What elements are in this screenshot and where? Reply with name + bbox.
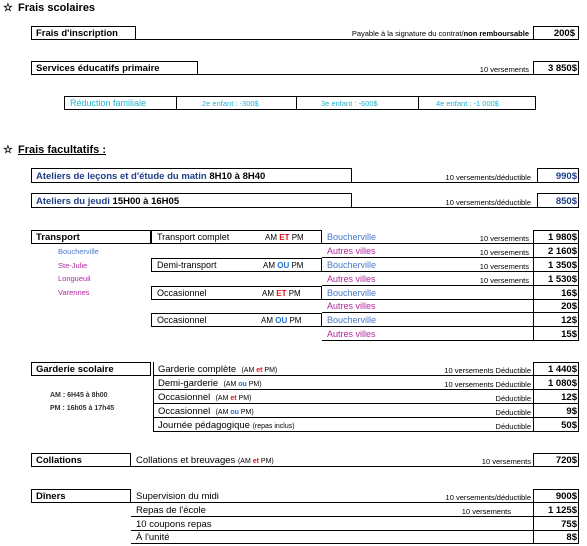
diners-row-line [131, 516, 579, 517]
garderie-row-line [153, 403, 579, 404]
ateliers-jeudi-label [36, 196, 179, 207]
transport-row-line [322, 299, 578, 300]
garderie-row-times [241, 367, 277, 374]
garderie-title: Garderie scolaire [36, 364, 114, 375]
reduction-4e-enfant: 4e enfant : -1 000$ [436, 99, 499, 108]
garderie-row-price: 12$ [561, 392, 577, 403]
transport-row-price: 1 350$ [547, 260, 577, 271]
transport-row-line [322, 312, 578, 313]
garderie-row-line [153, 389, 579, 390]
garderie-row-price: 50$ [561, 420, 577, 431]
transport-option-times [263, 261, 303, 270]
pm-label: PM [291, 233, 304, 242]
collations-desc [136, 455, 274, 466]
transport-option-label: Occasionnel [157, 288, 207, 298]
conj-label: ou [238, 381, 247, 388]
transport-option-label: Transport complet [157, 232, 230, 242]
conj-label: ou [230, 409, 239, 416]
transport-option-times [262, 289, 301, 298]
conj-label: OU [277, 261, 290, 270]
ateliers-matin-price: 990$ [555, 171, 577, 182]
ateliers-matin-title: Ateliers de leçons et d'étude du matin [36, 171, 207, 182]
pm-label: PM [288, 289, 301, 298]
diners-row-line [131, 530, 579, 531]
garderie-hours: AM : 6H45 à 8h00 [50, 392, 108, 399]
pm-label: PM [291, 261, 304, 270]
inscription-price: 200$ [553, 28, 575, 39]
am-label: (AM [241, 367, 257, 374]
garderie-row-line [153, 375, 579, 376]
garderie-row-note: 10 versements Déductible [444, 380, 531, 389]
transport-option-label: Occasionnel [157, 315, 207, 325]
garderie-row-line [153, 431, 579, 432]
garderie-row-note: 10 versements Déductible [444, 366, 531, 375]
garderie-row-name: Demi-garderie [158, 378, 219, 389]
diners-title: Dîners [36, 491, 66, 502]
services-label: Services éducatifs primaire [36, 63, 160, 74]
transport-row-price: 1 530$ [547, 274, 577, 285]
inscription-note-b: non remboursable [463, 29, 529, 38]
transport-option-times [261, 316, 301, 325]
transport-row-note: 10 versements [479, 262, 529, 271]
ateliers-matin-time: 8H10 à 8H40 [209, 171, 266, 182]
transport-row-city: Boucherville [327, 288, 377, 298]
transport-row-price: 1 980$ [547, 232, 577, 243]
garderie-row-name: Journée pédagogique [158, 420, 250, 431]
transport-option-label: Demi-transport [157, 260, 217, 270]
transport-price-divider [533, 230, 534, 341]
diners-top-line [533, 489, 579, 490]
transport-row-city: Autres villes [327, 246, 376, 256]
collations-desc-text: Collations et breuvages [136, 455, 236, 466]
garderie-row-price: 1 440$ [547, 364, 577, 375]
garderie-row-times [216, 395, 252, 402]
am-label: (AM [223, 381, 239, 388]
garderie-row-note: Déductible [495, 422, 531, 431]
am-label: (AM [215, 409, 231, 416]
transport-top-line [533, 230, 579, 231]
am-label: AM [262, 289, 274, 298]
pm-label: PM) [258, 458, 274, 465]
diners-row-name: Repas de l'école [136, 505, 206, 516]
transport-row-city: Autres villes [327, 274, 376, 284]
reduction-divider [296, 96, 297, 110]
transport-city: Longueuil [58, 274, 91, 283]
inscription-note [352, 29, 529, 38]
transport-row-note: 10 versements [479, 276, 529, 285]
reduction-divider [418, 96, 419, 110]
garderie-row-note: Déductible [495, 408, 531, 417]
collations-line [131, 466, 578, 467]
garderie-row-times [223, 381, 261, 388]
ateliers-matin-note: 10 versements/déductible [445, 173, 531, 182]
diners-row-note: 10 versements [461, 507, 511, 516]
diners-row-price: 900$ [555, 491, 577, 502]
collations-title: Collations [36, 455, 82, 466]
garderie-row-name: Occasionnel [158, 392, 211, 403]
pm-label: PM) [236, 395, 252, 402]
transport-row-price: 20$ [561, 301, 577, 312]
reduction-2e-enfant: 2e enfant : -300$ [202, 99, 259, 108]
diners-row-price: 1 125$ [547, 505, 577, 516]
am-label: (AM [237, 458, 253, 465]
garderie-price-divider [533, 362, 534, 432]
pm-label: PM) [262, 367, 278, 374]
transport-row-city: Autres villes [327, 329, 376, 339]
garderie-row-name: Occasionnel [158, 406, 211, 417]
transport-row-city: Boucherville [327, 232, 377, 242]
pm-label: PM) [238, 409, 254, 416]
transport-row-price: 15$ [561, 329, 577, 340]
transport-row-line [322, 326, 578, 327]
transport-row-price: 16$ [561, 288, 577, 299]
garderie-left-border [153, 362, 154, 432]
transport-row-city: Autres villes [327, 301, 376, 311]
transport-city: Ste-Julie [58, 261, 88, 270]
inscription-line [31, 39, 578, 40]
diners-row-name: Supervision du midi [136, 491, 219, 502]
transport-row-line [322, 243, 578, 244]
star-icon: ☆ [3, 2, 13, 14]
garderie-top-line [533, 362, 579, 363]
garderie-row-label [158, 364, 277, 375]
reduction-divider [176, 96, 177, 110]
diners-row-name: À l'unité [136, 532, 170, 543]
garderie-row-times: (repas inclus) [252, 423, 295, 430]
transport-row-price: 2 160$ [547, 246, 577, 257]
conj-label: et [252, 458, 259, 465]
transport-option-times [265, 233, 304, 242]
services-note: 10 versements [479, 65, 529, 74]
am-label: AM [265, 233, 277, 242]
transport-row-note: 10 versements [479, 234, 529, 243]
section-title-frais-scolaires: Frais scolaires [18, 2, 96, 14]
transport-row-city: Boucherville [327, 260, 377, 270]
transport-row-price: 12$ [561, 315, 577, 326]
transport-row-city: Boucherville [327, 315, 377, 325]
garderie-row-name: Garderie complète [158, 364, 237, 375]
transport-row-line [322, 271, 578, 272]
transport-city: Boucherville [58, 247, 99, 256]
am-label: (AM [215, 395, 231, 402]
ateliers-matin-label [36, 171, 265, 182]
services-line [31, 74, 578, 75]
transport-row-line [322, 340, 578, 341]
garderie-row-price: 1 080$ [547, 378, 577, 389]
ateliers-jeudi-title: Ateliers du jeudi [36, 196, 110, 207]
am-label: AM [261, 316, 273, 325]
diners-row-line [131, 543, 579, 544]
garderie-row-label [158, 406, 254, 417]
transport-row-note: 10 versements [479, 248, 529, 257]
conj-label: et [230, 395, 237, 402]
garderie-row-label [158, 392, 251, 403]
collations-note: 10 versements [481, 457, 531, 466]
transport-row-line [322, 285, 578, 286]
conj-label: ET [279, 233, 290, 242]
collations-price: 720$ [555, 455, 577, 466]
diners-row-price: 8$ [566, 532, 577, 543]
collations-times [238, 458, 274, 465]
reduction-3e-enfant: 3e enfant : -600$ [321, 99, 378, 108]
garderie-row-note: Déductible [495, 394, 531, 403]
diners-row-name: 10 coupons repas [136, 519, 212, 530]
star-icon: ☆ [3, 144, 13, 156]
conj-label: ET [276, 289, 287, 298]
ateliers-jeudi-time: 15H00 à 16H05 [112, 196, 180, 207]
am-label: AM [263, 261, 275, 270]
ateliers-jeudi-price: 850$ [555, 196, 577, 207]
garderie-hours: PM : 16h05 à 17h45 [50, 405, 115, 412]
diners-row-line [131, 502, 579, 503]
conj-label: et [256, 367, 263, 374]
diners-row-price: 75$ [561, 519, 577, 530]
transport-row-line [322, 257, 578, 258]
transport-right-border [578, 230, 579, 341]
garderie-row-line [153, 417, 579, 418]
ateliers-matin-line [31, 182, 578, 183]
transport-title: Transport [36, 232, 80, 243]
pm-label: PM [289, 316, 302, 325]
garderie-row-label [158, 378, 262, 389]
section-title-frais-facultatifs: Frais facultatifs : [18, 144, 107, 156]
conj-label: OU [275, 316, 288, 325]
garderie-row-times [216, 409, 254, 416]
transport-city: Varennes [58, 288, 90, 297]
pm-label: PM) [246, 381, 262, 388]
ateliers-jeudi-note: 10 versements/déductible [445, 198, 531, 207]
garderie-right-border [578, 362, 579, 432]
services-price: 3 850$ [547, 63, 577, 74]
inscription-label: Frais d'inscription [36, 28, 118, 39]
garderie-row-price: 9$ [566, 406, 577, 417]
inscription-note-a: Payable à la signature du contrat/ [351, 29, 464, 38]
diners-row-note: 10 versements/déductible [445, 493, 531, 502]
reduction-title: Réduction familiale [70, 98, 147, 108]
garderie-row-label [158, 420, 295, 431]
ateliers-jeudi-line [31, 207, 578, 208]
